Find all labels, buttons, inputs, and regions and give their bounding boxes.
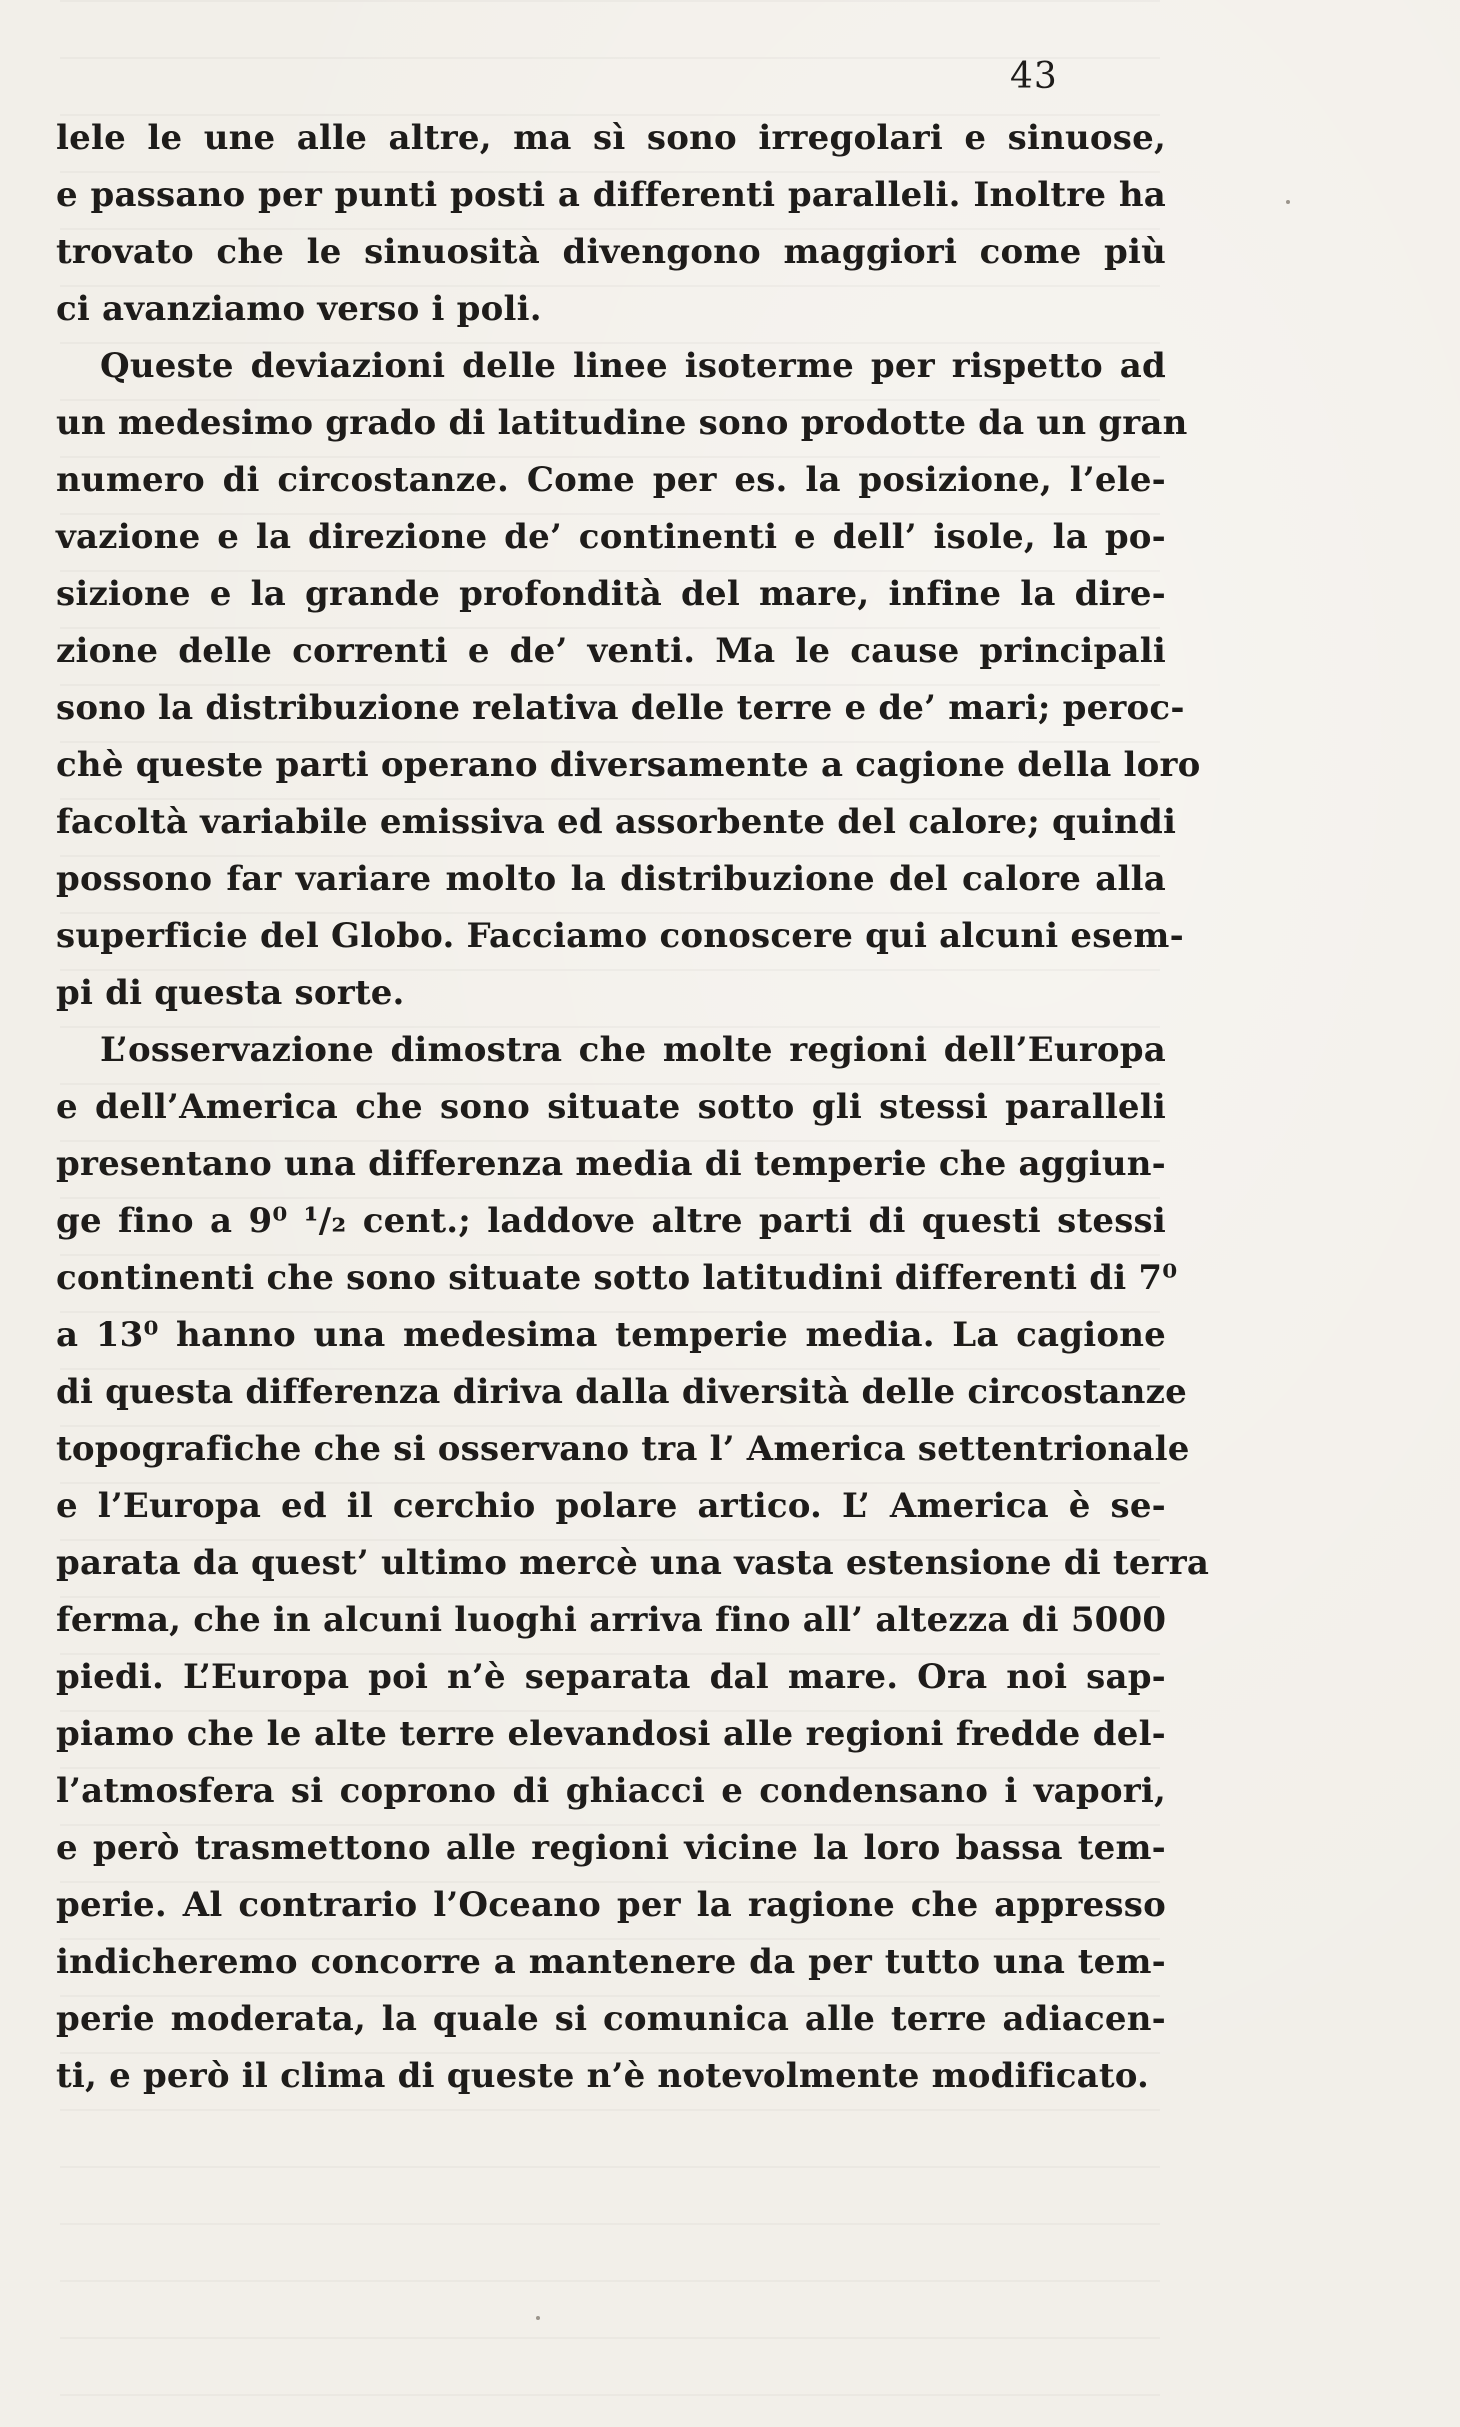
- paper-speck: [536, 2316, 540, 2320]
- text-line: trovato che le sinuosità divengono maggiori come più: [56, 232, 1166, 272]
- body-text: [56, 110, 1210, 2105]
- text-line: ferma, che in alcuni luoghi arriva fino all’ altezza di 5000: [56, 1600, 1167, 1640]
- page-number: 43: [1010, 56, 1058, 97]
- text-line: e l’Europa ed il cerchio polare artico. L’ America è se-: [56, 1486, 1166, 1526]
- text-line: l’atmosfera si coprono di ghiacci e condensano i vapori,: [56, 1771, 1166, 1811]
- text-line: vazione e la direzione de’ continenti e dell’ isole, la po-: [56, 517, 1166, 557]
- paper-speck: [1286, 200, 1290, 204]
- text-line: possono far variare molto la distribuzione del calore alla: [56, 859, 1166, 899]
- text-line: di questa differenza diriva dalla diversità delle circostanze: [56, 1372, 1187, 1412]
- text-line: superficie del Globo. Facciamo conoscere qui alcuni esem-: [56, 916, 1184, 956]
- text-line: perie moderata, la quale si comunica alle terre adiacen-: [56, 1999, 1166, 2039]
- text-line: Queste deviazioni delle linee isoterme per rispetto ad: [100, 346, 1166, 386]
- text-line: piamo che le alte terre elevandosi alle regioni fredde del-: [56, 1714, 1166, 1754]
- text-line: parata da quest’ ultimo mercè una vasta estensione di terra: [56, 1543, 1210, 1583]
- text-line: continenti che sono situate sotto latitudini differenti di 7⁰: [56, 1258, 1178, 1298]
- text-line: topografiche che si osservano tra l’ America settentrionale: [56, 1429, 1190, 1469]
- text-line: perie. Al contrario l’Oceano per la ragione che appresso: [56, 1885, 1166, 1925]
- text-line: e passano per punti posti a differenti paralleli. Inoltre ha: [56, 175, 1166, 215]
- text-line: e dell’America che sono situate sotto gli stessi paralleli: [56, 1087, 1166, 1127]
- text-line: un medesimo grado di latitudine sono prodotte da un gran: [56, 403, 1188, 443]
- text-line: pi di questa sorte.: [56, 973, 405, 1013]
- text-line: sono la distribuzione relativa delle terre e de’ mari; peroc-: [56, 688, 1185, 728]
- text-line: facoltà variabile emissiva ed assorbente del calore; quindi: [56, 802, 1177, 842]
- text-line: presentano una differenza media di temperie che aggiun-: [56, 1144, 1166, 1184]
- text-line: zione delle correnti e de’ venti. Ma le cause principali: [56, 631, 1166, 671]
- text-line: indicheremo concorre a mantenere da per tutto una tem-: [56, 1942, 1166, 1982]
- text-line: chè queste parti operano diversamente a cagione della loro: [56, 745, 1201, 785]
- text-line: e però trasmettono alle regioni vicine la loro bassa tem-: [56, 1828, 1166, 1868]
- text-line: numero di circostanze. Come per es. la posizione, l’ele-: [56, 460, 1166, 500]
- text-line: ti, e però il clima di queste n’è notevolmente modificato.: [56, 2056, 1150, 2096]
- text-line: L’osservazione dimostra che molte regioni dell’Europa: [100, 1030, 1166, 1070]
- text-line: ci avanziamo verso i poli.: [56, 289, 542, 329]
- text-line: a 13⁰ hanno una medesima temperie media. La cagione: [56, 1315, 1166, 1355]
- text-line: sizione e la grande profondità del mare, infine la dire-: [56, 574, 1166, 614]
- text-line: ge fino a 9⁰ ¹/₂ cent.; laddove altre parti di questi stessi: [56, 1201, 1166, 1241]
- text-line: lele le une alle altre, ma sì sono irregolari e sinuose,: [56, 118, 1166, 158]
- text-line: piedi. L’Europa poi n’è separata dal mare. Ora noi sap-: [56, 1657, 1166, 1697]
